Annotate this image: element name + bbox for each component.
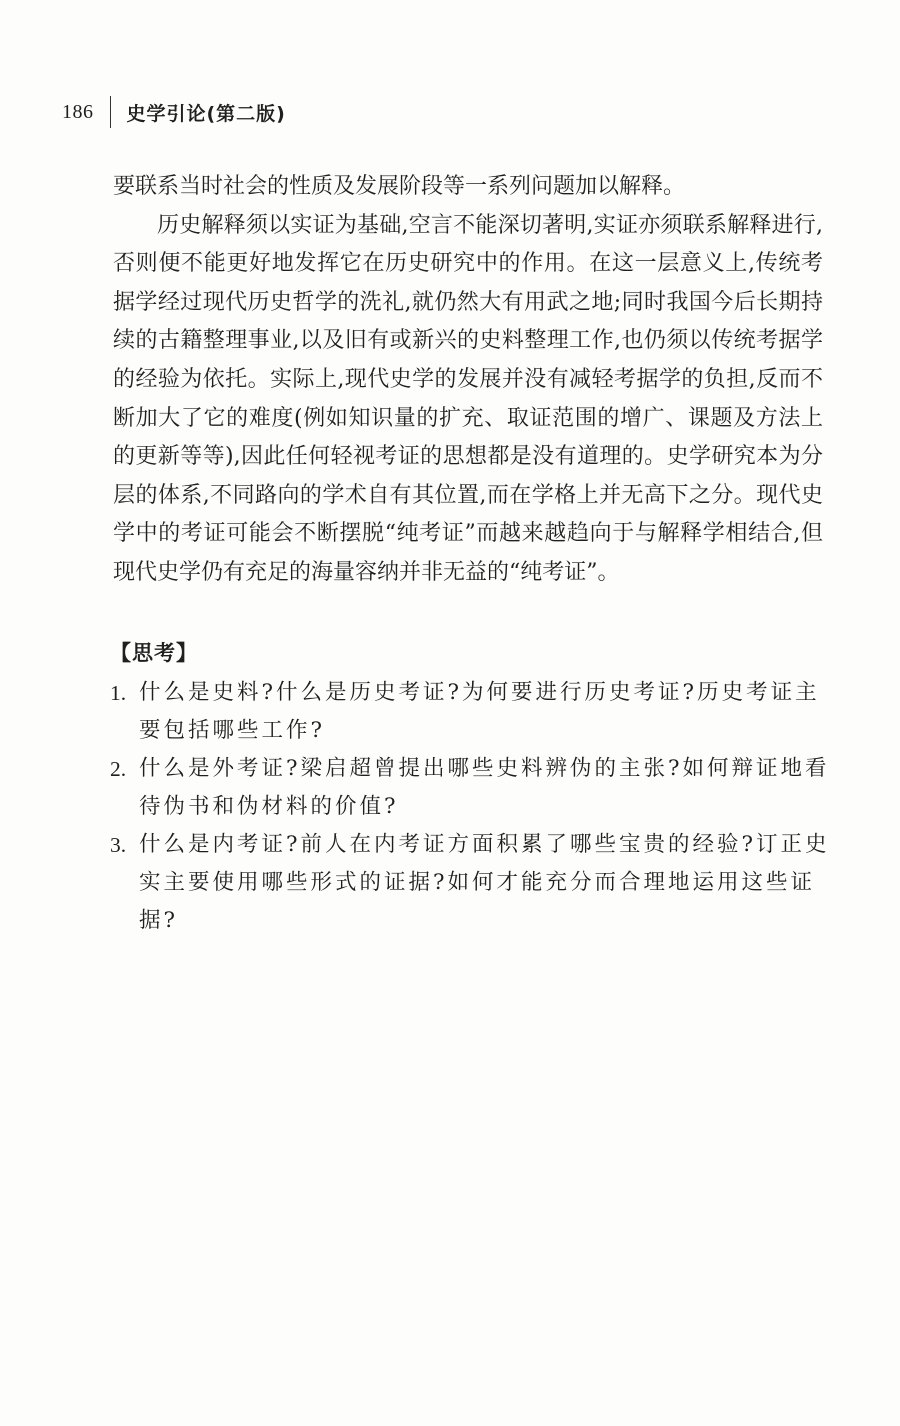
running-header [62,96,286,128]
question-item [110,750,830,826]
question-number: 2. [110,757,127,781]
question-number: 1. [110,681,127,705]
page-number: 186 [62,100,94,123]
question-text: 什么是外考证?梁启超曾提出哪些史料辨伪的主张?如何辩证地看待伪书和伪材料的价值? [139,756,830,819]
question-text: 什么是内考证?前人在内考证方面积累了哪些宝贵的经验?订正史实主要使用哪些形式的证据?如何才能充分而合理地运用这些证据? [139,832,830,933]
question-number: 3. [110,833,127,857]
question-item [110,826,830,940]
questions-heading: 【思考】 [110,641,198,665]
main-text [113,168,823,593]
header-divider [110,96,111,128]
book-title: 史学引论(第二版) [126,102,286,125]
paragraph: 历史解释须以实证为基础,空言不能深切著明,实证亦须联系解释进行,否则便不能更好地发挥它在历史研究中的作用。在这一层意义上,传统考据学经过现代历史哲学的洗礼,就仍然大有用武之地;同时我国今后长期持续的古籍整理事业,以及旧有或新兴的史料整理工作,也仍须以传统考据学的经验为依托。实际上,现代史学的发展并没有减轻考据学的负担,反而不断加大了它的难度(例如知识量的扩充、取证范围的增广、课题及方法上的更新等等),因此任何轻视考证的思想都是没有道理的。史学研究本为分层的体系,不同路向的学术自有其位置,而在学格上并无高下之分。现代史学中的考证可能会不断摆脱“纯考证”而越来越趋向于与解释学相结合,但现代史学仍有充足的海量容纳并非无益的“纯考证”。 [113,212,823,585]
question-text: 什么是史料?什么是历史考证?为何要进行历史考证?历史考证主要包括哪些工作? [139,680,820,743]
review-questions [110,634,830,940]
paragraph-continued: 要联系当时社会的性质及发展阶段等一系列问题加以解释。 [113,174,686,199]
question-item [110,674,830,750]
